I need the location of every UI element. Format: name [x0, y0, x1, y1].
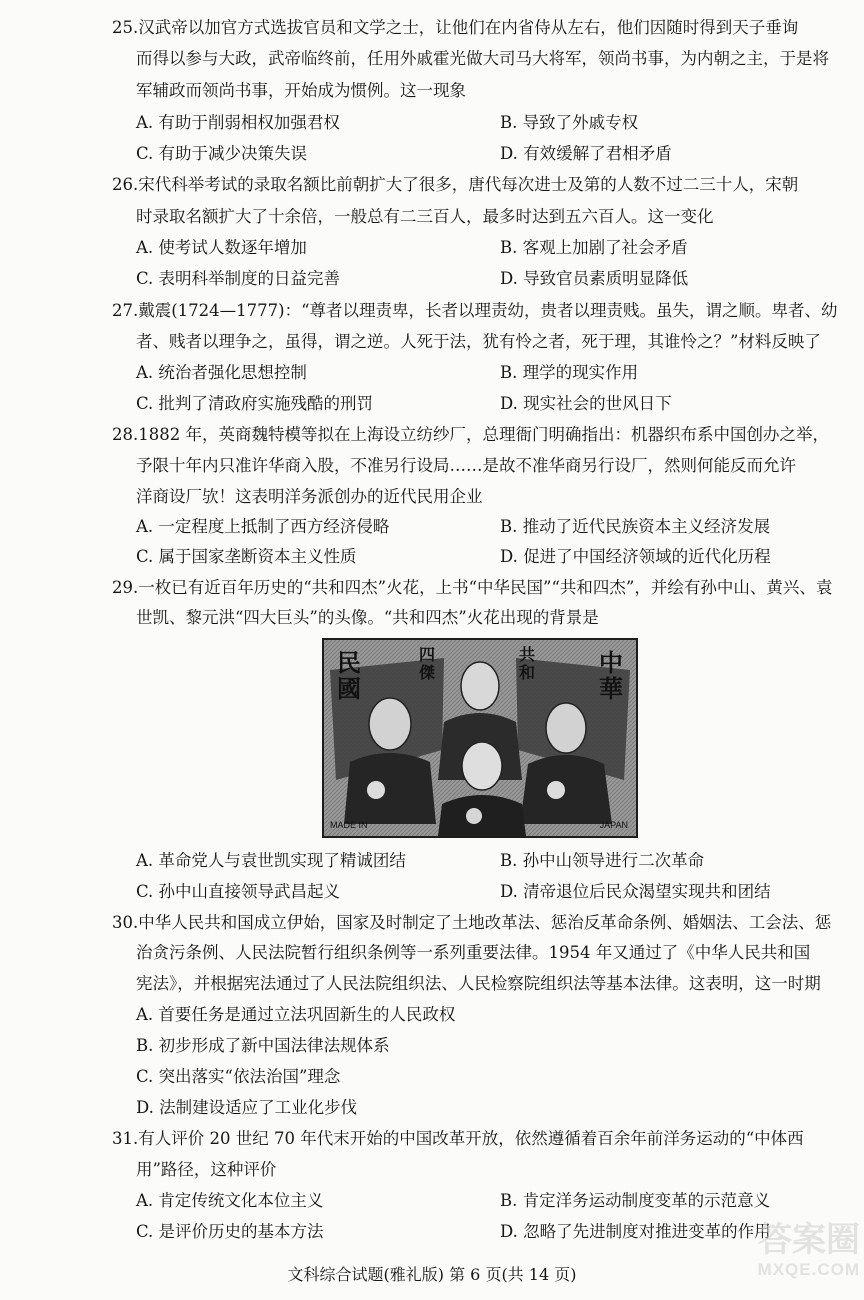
- q30-stem-line-2: 治贪污条例、人民法院暂行组织条例等一系列重要法律。1954 年又通过了《中华人民共和国: [136, 943, 811, 962]
- watermark-url: MXQE.COM: [757, 1260, 860, 1279]
- q31-option-a: A. 肯定传统文化本位主义: [136, 1191, 324, 1210]
- q25-option-d: D. 有效缓解了君相矛盾: [500, 144, 672, 163]
- watermark-logo-text: 答案圈: [758, 1220, 860, 1260]
- q25-option-a: A. 有助于削弱相权加强君权: [136, 113, 340, 132]
- q26-stem-line-2: 时录取名额扩大了十余倍，一般总有二三百人，最多时达到五六百人。这一变化: [136, 207, 714, 226]
- q29-option-d: D. 清帝退位后民众渴望实现共和团结: [500, 882, 771, 901]
- q27-option-d: D. 现实社会的世风日下: [500, 394, 672, 413]
- q26-option-a: A. 使考试人数逐年增加: [136, 238, 307, 257]
- q31-option-c: C. 是评价历史的基本方法: [136, 1222, 324, 1241]
- q26-option-d: D. 导致官员素质明显降低: [500, 269, 689, 288]
- q28-stem-line-1: 28.1882 年，英商魏特模等拟在上海设立纺纱厂，总理衙门明确指出：机器织布系中国创办之举，: [112, 425, 829, 444]
- q26-option-c: C. 表明科举制度的日益完善: [136, 269, 341, 288]
- q28-option-c: C. 属于国家垄断资本主义性质: [136, 547, 357, 566]
- q31-stem-line-2: 用”路径，这种评价: [136, 1160, 277, 1179]
- q30-stem-line-1: 30.中华人民共和国成立伊始，国家及时制定了土地改革法、惩治反革命条例、婚姻法、工会法、惩: [112, 913, 832, 932]
- q29-option-c: C. 孙中山直接领导武昌起义: [136, 882, 341, 901]
- q27-option-c: C. 批判了清政府实施残酷的刑罚: [136, 394, 374, 413]
- label-zhonghua: 中華: [599, 648, 623, 703]
- label-sijie: 四傑: [418, 645, 435, 682]
- q26-option-b: B. 客观上加剧了社会矛盾: [500, 238, 688, 257]
- q30-option-b: B. 初步形成了新中国法律法规体系: [136, 1036, 390, 1055]
- q29-stem-line-1: 29.一枚已有近百年历史的“共和四杰”火花，上书“中华民国”“共和四杰”，并绘有孙中山、黄兴、袁: [112, 578, 833, 597]
- q28-stem-line-2: 予限十年内只准许华商入股，不准另行设局……是故不准华商另行设厂，然则何能反而允许: [136, 456, 796, 475]
- q25-option-b: B. 导致了外戚专权: [500, 113, 639, 132]
- label-minguo: 民國: [337, 648, 361, 703]
- q28-option-d: D. 促进了中国经济领域的近代化历程: [500, 547, 771, 566]
- q27-option-a: A. 统治者强化思想控制: [136, 363, 307, 382]
- q26-stem-line-1: 26.宋代科举考试的录取名额比前朝扩大了很多，唐代每次进士及第的人数不过二三十人，宋朝: [112, 175, 799, 194]
- four-heroes-illustration: [324, 640, 636, 836]
- q28-stem-line-3: 洋商设厂欤！这表明洋务派创办的近代民用企业: [136, 487, 483, 506]
- q31-option-b: B. 肯定洋务运动制度变革的示范意义: [500, 1191, 771, 1210]
- label-made-in: MADE IN: [330, 820, 368, 830]
- watermark: [692, 1220, 860, 1298]
- q29-option-b: B. 孙中山领导进行二次革命: [500, 851, 705, 870]
- q30-stem-line-3: 宪法》，并根据宪法通过了人民法院组织法、人民检察院组织法等基本法律。这表明，这一时期: [136, 974, 821, 993]
- q27-stem-line-1: 27.戴震(1724—1777)：“尊者以理责卑，长者以理责幼，贵者以理责贱。虽失，谓之顺。卑者、幼: [112, 301, 838, 320]
- q28-option-b: B. 推动了近代民族资本主义经济发展: [500, 517, 771, 536]
- q25-stem-line-2: 而得以参与大政，武帝临终前，任用外戚霍光做大司马大将军，领尚书事，为内朝之主，于是将: [136, 49, 829, 68]
- label-gonghe: 共和: [518, 645, 535, 682]
- q28-option-a: A. 一定程度上抵制了西方经济侵略: [136, 517, 390, 536]
- label-japan: JAPAN: [599, 820, 628, 830]
- q25-option-c: C. 有助于减少决策失误: [136, 144, 308, 163]
- page-footer: 文科综合试题(雅礼版) 第 6 页(共 14 页): [287, 1265, 577, 1284]
- q25-stem-line-1: 25.汉武帝以加官方式选拔官员和文学之士，让他们在内省侍从左右，他们因随时得到天子垂询: [112, 18, 799, 37]
- q29-stem-line-2: 世凯、黎元洪“四大巨头”的头像。“共和四杰”火花出现的背景是: [136, 608, 599, 627]
- q25-stem-line-3: 军辅政而领尚书事，开始成为惯例。这一现象: [136, 81, 466, 100]
- q29-option-a: A. 革命党人与袁世凯实现了精诚团结: [136, 851, 406, 870]
- q31-stem-line-1: 31.有人评价 20 世纪 70 年代末开始的中国改革开放，依然遵循着百余年前洋务运动的“中体西: [112, 1129, 804, 1148]
- q30-option-a: A. 首要任务是通过立法巩固新生的人民政权: [136, 1005, 456, 1024]
- matchbox-label-image: [322, 638, 638, 838]
- q27-stem-line-2: 者、贱者以理争之，虽得，谓之逆。人死于法，犹有怜之者，死于理，其谁怜之？”材料反映了: [136, 332, 821, 351]
- q27-option-b: B. 理学的现实作用: [500, 363, 639, 382]
- q31-option-d: D. 忽略了先进制度对推进变革的作用: [500, 1222, 771, 1241]
- q30-option-d: D. 法制建设适应了工业化步伐: [136, 1098, 358, 1117]
- q30-option-c: C. 突出落实“依法治国”理念: [136, 1067, 341, 1086]
